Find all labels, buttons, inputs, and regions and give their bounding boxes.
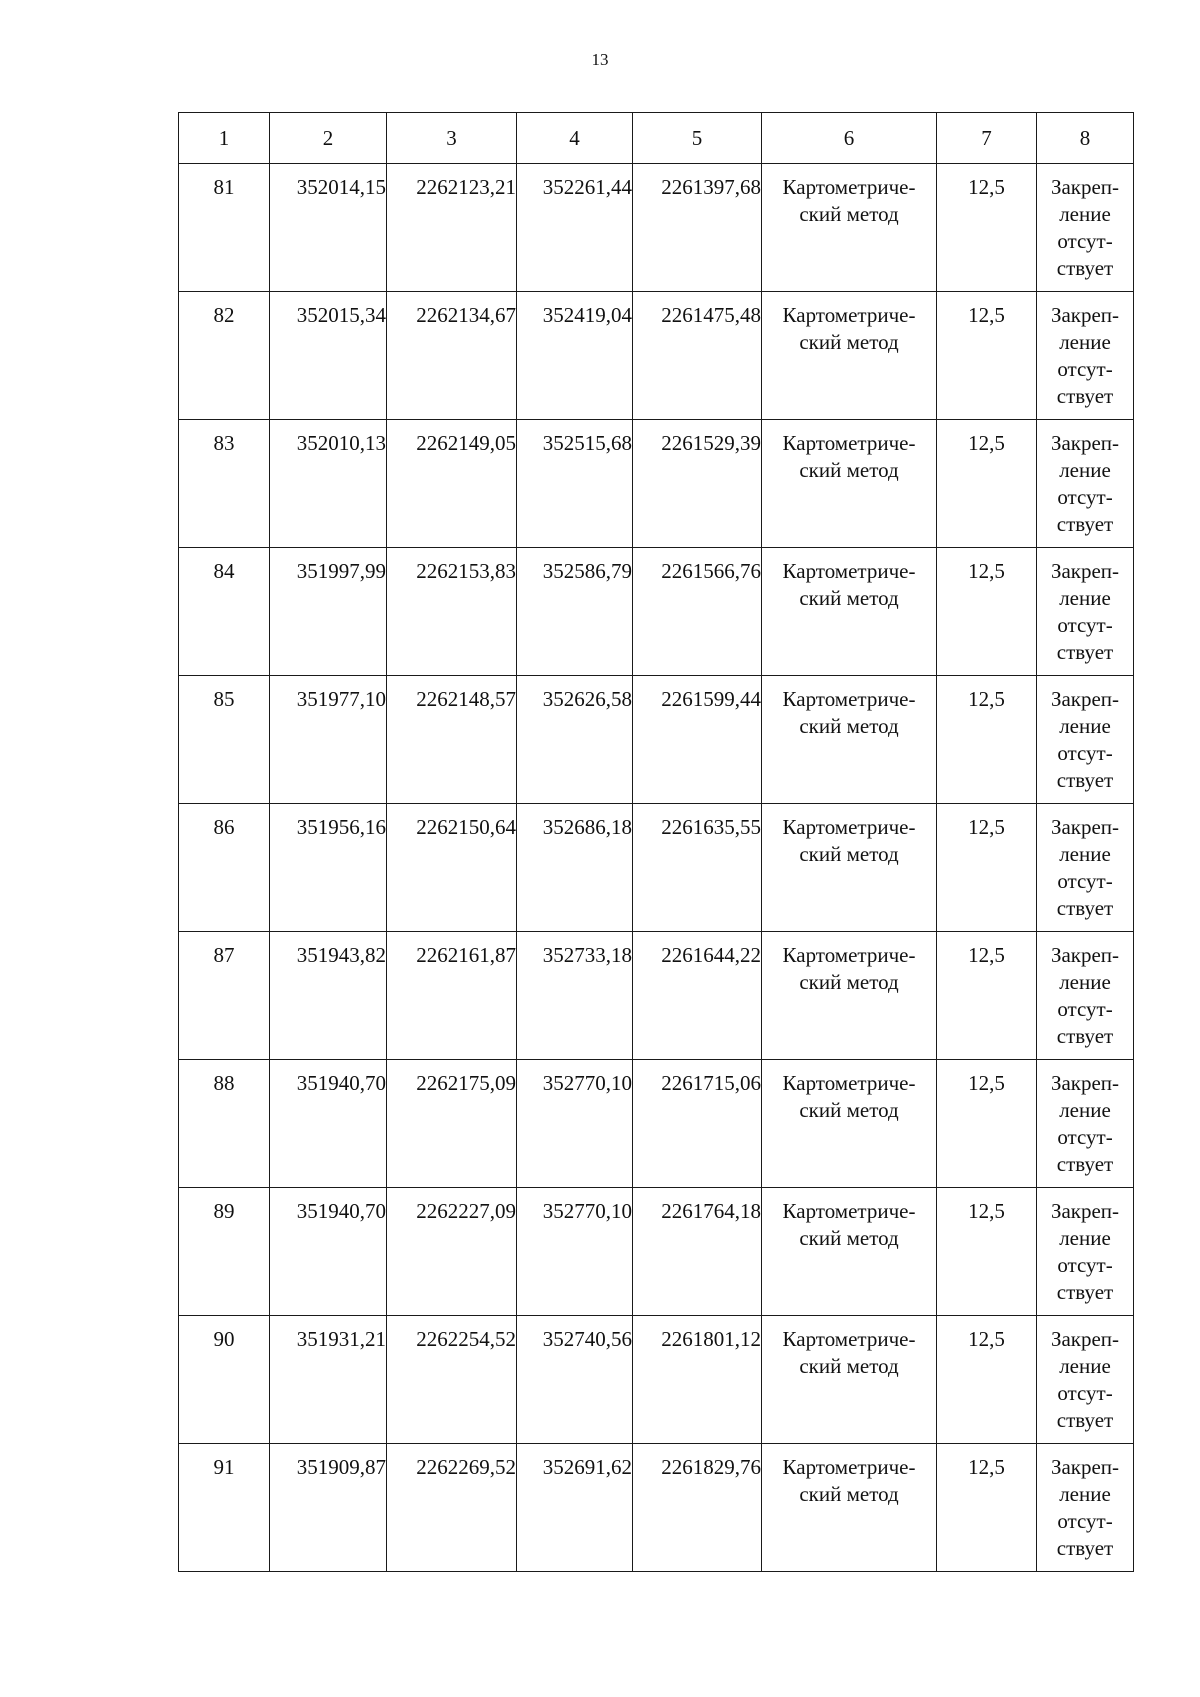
method-text-line: ский метод — [799, 842, 899, 866]
fixation-text-line: ление — [1059, 1226, 1111, 1250]
method-text-line: Картометриче- — [782, 1199, 916, 1223]
method-text-line: Картометриче- — [782, 303, 916, 327]
point-number-cell: 81 — [179, 164, 270, 292]
header-cell: 8 — [1037, 113, 1134, 164]
accuracy-cell: 12,5 — [937, 1444, 1037, 1572]
method-text-line: Картометриче- — [782, 815, 916, 839]
coordinate-cell-x2: 352586,79 — [517, 548, 633, 676]
fixation-text-line: Закреп- — [1050, 1071, 1120, 1095]
method-text-line: Картометриче- — [782, 175, 916, 199]
header-cell: 4 — [517, 113, 633, 164]
coordinate-cell-x2: 352733,18 — [517, 932, 633, 1060]
coordinate-cell-y1: 2262134,67 — [387, 292, 517, 420]
method-cell — [762, 420, 937, 548]
coordinate-cell-x1: 352010,13 — [270, 420, 387, 548]
method-text-line: Картометриче- — [782, 943, 916, 967]
method-text-line: ский метод — [799, 970, 899, 994]
method-text-line: Картометриче- — [782, 431, 916, 455]
fixation-text-line: ствует — [1056, 1408, 1114, 1432]
method-text-line: ский метод — [799, 330, 899, 354]
accuracy-cell: 12,5 — [937, 1060, 1037, 1188]
coordinate-cell-x1: 351940,70 — [270, 1060, 387, 1188]
coordinate-cell-y1: 2262254,52 — [387, 1316, 517, 1444]
fixation-cell — [1037, 932, 1134, 1060]
method-text-line: ский метод — [799, 1482, 899, 1506]
accuracy-cell: 12,5 — [937, 420, 1037, 548]
coordinate-cell-x2: 352740,56 — [517, 1316, 633, 1444]
fixation-text-line: ствует — [1056, 640, 1114, 664]
method-cell — [762, 1060, 937, 1188]
coordinate-cell-y1: 2262149,05 — [387, 420, 517, 548]
coordinate-cell-x1: 351940,70 — [270, 1188, 387, 1316]
point-number-cell: 85 — [179, 676, 270, 804]
accuracy-cell: 12,5 — [937, 676, 1037, 804]
coordinate-cell-y2: 2261644,22 — [633, 932, 762, 1060]
point-number-cell: 89 — [179, 1188, 270, 1316]
coordinate-cell-y1: 2262123,21 — [387, 164, 517, 292]
fixation-text-line: отсут- — [1057, 997, 1113, 1021]
point-number-cell: 91 — [179, 1444, 270, 1572]
fixation-cell — [1037, 676, 1134, 804]
method-text-line: Картометриче- — [782, 559, 916, 583]
coordinate-cell-x1: 351931,21 — [270, 1316, 387, 1444]
method-text-line: Картометриче- — [782, 687, 916, 711]
fixation-cell — [1037, 1060, 1134, 1188]
point-number-cell: 82 — [179, 292, 270, 420]
fixation-text-line: ление — [1059, 1354, 1111, 1378]
fixation-text-line: отсут- — [1057, 1253, 1113, 1277]
coordinate-cell-y2: 2261715,06 — [633, 1060, 762, 1188]
point-number-cell: 84 — [179, 548, 270, 676]
point-number-cell: 86 — [179, 804, 270, 932]
coordinate-cell-x1: 352014,15 — [270, 164, 387, 292]
point-number-cell: 88 — [179, 1060, 270, 1188]
fixation-text-line: отсут- — [1057, 1125, 1113, 1149]
fixation-text-line: ствует — [1056, 896, 1114, 920]
fixation-text-line: Закреп- — [1050, 943, 1120, 967]
fixation-text-line: отсут- — [1057, 1509, 1113, 1533]
fixation-text-line: отсут- — [1057, 229, 1113, 253]
coordinate-cell-y1: 2262153,83 — [387, 548, 517, 676]
header-cell: 1 — [179, 113, 270, 164]
fixation-text-line: ление — [1059, 842, 1111, 866]
coordinate-cell-x2: 352770,10 — [517, 1060, 633, 1188]
fixation-text-line: Закреп- — [1050, 431, 1120, 455]
table-row — [179, 292, 1134, 420]
method-cell — [762, 548, 937, 676]
table-row — [179, 1188, 1134, 1316]
method-text-line: ский метод — [799, 1098, 899, 1122]
coordinate-cell-y1: 2262227,09 — [387, 1188, 517, 1316]
point-number-cell: 87 — [179, 932, 270, 1060]
coordinate-cell-x2: 352261,44 — [517, 164, 633, 292]
fixation-text-line: отсут- — [1057, 741, 1113, 765]
table-row — [179, 1060, 1134, 1188]
fixation-text-line: ление — [1059, 586, 1111, 610]
coordinates-table — [178, 112, 1134, 1572]
coordinate-cell-y1: 2262148,57 — [387, 676, 517, 804]
coordinate-cell-x1: 352015,34 — [270, 292, 387, 420]
fixation-text-line: ление — [1059, 714, 1111, 738]
header-cell: 6 — [762, 113, 937, 164]
accuracy-cell: 12,5 — [937, 1188, 1037, 1316]
fixation-cell — [1037, 1316, 1134, 1444]
point-number-cell: 83 — [179, 420, 270, 548]
fixation-text-line: отсут- — [1057, 485, 1113, 509]
point-number-cell: 90 — [179, 1316, 270, 1444]
table-body — [179, 164, 1134, 1572]
coordinate-cell-y2: 2261566,76 — [633, 548, 762, 676]
coordinate-cell-y2: 2261475,48 — [633, 292, 762, 420]
table-row — [179, 1316, 1134, 1444]
fixation-text-line: Закреп- — [1050, 1327, 1120, 1351]
method-text-line: ский метод — [799, 1354, 899, 1378]
method-cell — [762, 804, 937, 932]
accuracy-cell: 12,5 — [937, 164, 1037, 292]
accuracy-cell: 12,5 — [937, 548, 1037, 676]
fixation-cell — [1037, 420, 1134, 548]
table-row — [179, 420, 1134, 548]
coordinate-cell-y1: 2262269,52 — [387, 1444, 517, 1572]
coordinate-cell-x1: 351997,99 — [270, 548, 387, 676]
header-cell: 2 — [270, 113, 387, 164]
fixation-text-line: ствует — [1056, 1024, 1114, 1048]
header-cell: 5 — [633, 113, 762, 164]
method-text-line: Картометриче- — [782, 1071, 916, 1095]
fixation-text-line: ление — [1059, 202, 1111, 226]
method-text-line: Картометриче- — [782, 1455, 916, 1479]
fixation-text-line: ствует — [1056, 768, 1114, 792]
coordinate-cell-y2: 2261599,44 — [633, 676, 762, 804]
fixation-text-line: отсут- — [1057, 613, 1113, 637]
fixation-text-line: Закреп- — [1050, 559, 1120, 583]
fixation-text-line: отсут- — [1057, 1381, 1113, 1405]
coordinate-cell-x1: 351943,82 — [270, 932, 387, 1060]
coordinate-cell-x2: 352691,62 — [517, 1444, 633, 1572]
accuracy-cell: 12,5 — [937, 1316, 1037, 1444]
fixation-text-line: Закреп- — [1050, 815, 1120, 839]
fixation-cell — [1037, 548, 1134, 676]
method-text-line: Картометриче- — [782, 1327, 916, 1351]
page-number: 13 — [591, 50, 609, 69]
header-cell: 7 — [937, 113, 1037, 164]
fixation-text-line: ствует — [1056, 256, 1114, 280]
fixation-text-line: отсут- — [1057, 357, 1113, 381]
method-text-line: ский метод — [799, 202, 899, 226]
method-cell — [762, 292, 937, 420]
header-cell: 3 — [387, 113, 517, 164]
fixation-cell — [1037, 804, 1134, 932]
fixation-text-line: Закреп- — [1050, 303, 1120, 327]
method-cell — [762, 1444, 937, 1572]
coordinate-cell-y2: 2261801,12 — [633, 1316, 762, 1444]
coordinate-cell-y1: 2262161,87 — [387, 932, 517, 1060]
header-row — [179, 113, 1134, 164]
fixation-text-line: ствует — [1056, 1280, 1114, 1304]
method-text-line: ский метод — [799, 458, 899, 482]
coordinate-cell-y2: 2261829,76 — [633, 1444, 762, 1572]
accuracy-cell: 12,5 — [937, 292, 1037, 420]
fixation-text-line: ствует — [1056, 1536, 1114, 1560]
fixation-text-line: ление — [1059, 1098, 1111, 1122]
fixation-text-line: ствует — [1056, 384, 1114, 408]
coordinate-cell-y1: 2262175,09 — [387, 1060, 517, 1188]
method-text-line: ский метод — [799, 586, 899, 610]
fixation-cell — [1037, 292, 1134, 420]
table-row — [179, 932, 1134, 1060]
method-cell — [762, 932, 937, 1060]
fixation-cell — [1037, 1188, 1134, 1316]
fixation-text-line: Закреп- — [1050, 175, 1120, 199]
method-cell — [762, 164, 937, 292]
method-cell — [762, 1188, 937, 1316]
table-row — [179, 804, 1134, 932]
coordinate-cell-y1: 2262150,64 — [387, 804, 517, 932]
fixation-cell — [1037, 1444, 1134, 1572]
method-cell — [762, 1316, 937, 1444]
coordinate-cell-x2: 352419,04 — [517, 292, 633, 420]
fixation-text-line: ление — [1059, 330, 1111, 354]
fixation-text-line: Закреп- — [1050, 1455, 1120, 1479]
coordinate-cell-x1: 351956,16 — [270, 804, 387, 932]
method-cell — [762, 676, 937, 804]
coordinate-cell-y2: 2261397,68 — [633, 164, 762, 292]
fixation-text-line: ление — [1059, 1482, 1111, 1506]
fixation-cell — [1037, 164, 1134, 292]
coordinate-cell-x1: 351977,10 — [270, 676, 387, 804]
coordinate-cell-x1: 351909,87 — [270, 1444, 387, 1572]
coordinate-cell-x2: 352686,18 — [517, 804, 633, 932]
method-text-line: ский метод — [799, 1226, 899, 1250]
coordinate-cell-y2: 2261529,39 — [633, 420, 762, 548]
coordinate-cell-x2: 352515,68 — [517, 420, 633, 548]
table-row — [179, 164, 1134, 292]
coordinate-cell-y2: 2261764,18 — [633, 1188, 762, 1316]
fixation-text-line: ление — [1059, 970, 1111, 994]
table-row — [179, 1444, 1134, 1572]
fixation-text-line: ствует — [1056, 512, 1114, 536]
accuracy-cell: 12,5 — [937, 932, 1037, 1060]
coordinate-cell-x2: 352770,10 — [517, 1188, 633, 1316]
accuracy-cell: 12,5 — [937, 804, 1037, 932]
coordinate-cell-x2: 352626,58 — [517, 676, 633, 804]
method-text-line: ский метод — [799, 714, 899, 738]
fixation-text-line: отсут- — [1057, 869, 1113, 893]
fixation-text-line: Закреп- — [1050, 1199, 1120, 1223]
fixation-text-line: ление — [1059, 458, 1111, 482]
fixation-text-line: ствует — [1056, 1152, 1114, 1176]
coordinate-cell-y2: 2261635,55 — [633, 804, 762, 932]
table-row — [179, 548, 1134, 676]
fixation-text-line: Закреп- — [1050, 687, 1120, 711]
table-row — [179, 676, 1134, 804]
